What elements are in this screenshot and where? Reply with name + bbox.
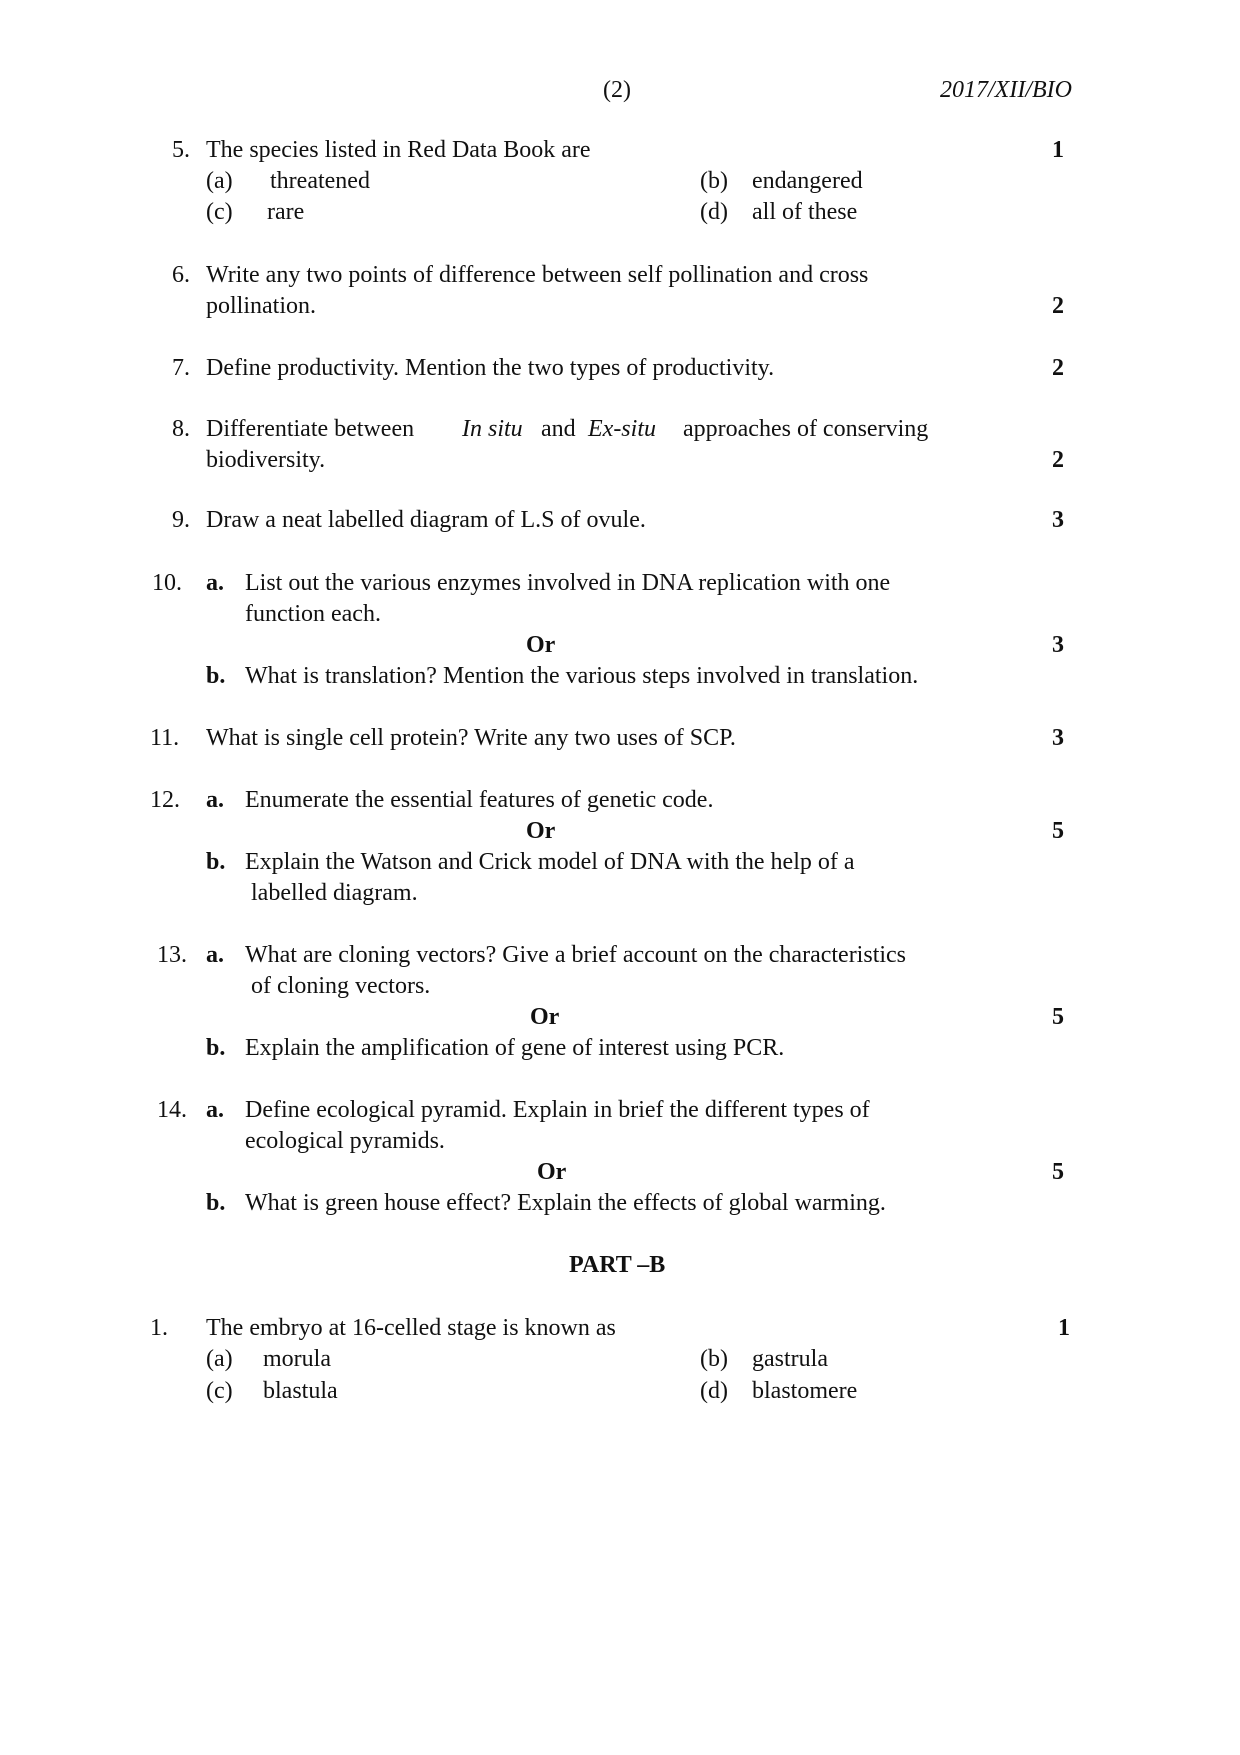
question-text: function each. [245, 601, 381, 627]
paper-code: 2017/XII/BIO [940, 77, 1072, 103]
marks: 3 [1052, 507, 1064, 533]
question-number: 14. [157, 1097, 187, 1123]
term-ex-situ: Ex-situ [588, 416, 656, 442]
question-text: What is green house effect? Explain the effects of global warming. [245, 1190, 886, 1216]
question-text: of cloning vectors. [251, 973, 431, 999]
question-text: Enumerate the essential features of genetic code. [245, 787, 714, 813]
question-text: What is single cell protein? Write any two uses of SCP. [206, 725, 736, 751]
or-separator: Or [537, 1159, 567, 1185]
marks: 5 [1052, 818, 1064, 844]
option-text: morula [263, 1346, 331, 1372]
question-number: 9. [172, 507, 190, 533]
marks: 5 [1052, 1004, 1064, 1030]
question-text: approaches of conserving [683, 416, 929, 442]
question-text: The embryo at 16-celled stage is known as [206, 1315, 616, 1341]
question-number: 6. [172, 262, 190, 288]
marks: 2 [1052, 293, 1064, 319]
option-text: all of these [752, 199, 858, 225]
sub-label-b: b. [206, 663, 226, 689]
question-text: The species listed in Red Data Book are [206, 137, 591, 163]
option-label: (a) [206, 168, 233, 194]
marks: 2 [1052, 447, 1064, 473]
question-text: Explain the Watson and Crick model of DNA with the help of a [245, 849, 855, 875]
question-number: 5. [172, 137, 190, 163]
option-text: threatened [270, 168, 370, 194]
option-label: (b) [700, 1346, 728, 1372]
option-text: blastula [263, 1378, 338, 1404]
question-text: biodiversity. [206, 447, 326, 473]
question-number: 11. [150, 725, 180, 751]
sub-label-a: a. [206, 1097, 224, 1123]
question-text: Define productivity. Mention the two types of productivity. [206, 355, 775, 381]
section-title: PART –B [569, 1252, 666, 1278]
marks: 3 [1052, 632, 1064, 658]
sub-label-b: b. [206, 1190, 226, 1216]
option-text: blastomere [752, 1378, 858, 1404]
option-text: rare [267, 199, 305, 225]
or-separator: Or [530, 1004, 560, 1030]
question-text: and [541, 416, 576, 442]
option-label: (b) [700, 168, 728, 194]
option-label: (d) [700, 1378, 728, 1404]
question-text: Write any two points of difference between self pollination and cross [206, 262, 869, 288]
sub-label-b: b. [206, 1035, 226, 1061]
option-text: gastrula [752, 1346, 828, 1372]
question-number: 10. [152, 570, 182, 596]
question-number: 12. [150, 787, 180, 813]
question-text: Explain the amplification of gene of interest using PCR. [245, 1035, 785, 1061]
sub-label-a: a. [206, 942, 224, 968]
or-separator: Or [526, 632, 556, 658]
sub-label-a: a. [206, 570, 224, 596]
marks: 1 [1052, 137, 1064, 163]
question-text: Draw a neat labelled diagram of L.S of ovule. [206, 507, 646, 533]
question-text: What are cloning vectors? Give a brief account on the characteristics [245, 942, 907, 968]
question-text: pollination. [206, 293, 316, 319]
option-label: (a) [206, 1346, 233, 1372]
sub-label-b: b. [206, 849, 226, 875]
marks: 2 [1052, 355, 1064, 381]
question-number: 7. [172, 355, 190, 381]
option-label: (c) [206, 1378, 233, 1404]
term-in-situ: In situ [462, 416, 523, 442]
question-text: ecological pyramids. [245, 1128, 445, 1154]
option-label: (c) [206, 199, 233, 225]
question-number: 13. [157, 942, 187, 968]
sub-label-a: a. [206, 787, 224, 813]
question-text: List out the various enzymes involved in DNA replication with one [245, 570, 891, 596]
question-text: What is translation? Mention the various steps involved in translation. [245, 663, 919, 689]
question-text: labelled diagram. [251, 880, 418, 906]
question-number: 8. [172, 416, 190, 442]
option-text: endangered [752, 168, 863, 194]
question-number: 1. [150, 1315, 168, 1341]
or-separator: Or [526, 818, 556, 844]
marks: 5 [1052, 1159, 1064, 1185]
question-text: Differentiate between [206, 416, 415, 442]
marks: 1 [1058, 1315, 1070, 1341]
page-number: (2) [603, 77, 631, 103]
question-text: Define ecological pyramid. Explain in brief the different types of [245, 1097, 870, 1123]
marks: 3 [1052, 725, 1064, 751]
option-label: (d) [700, 199, 728, 225]
